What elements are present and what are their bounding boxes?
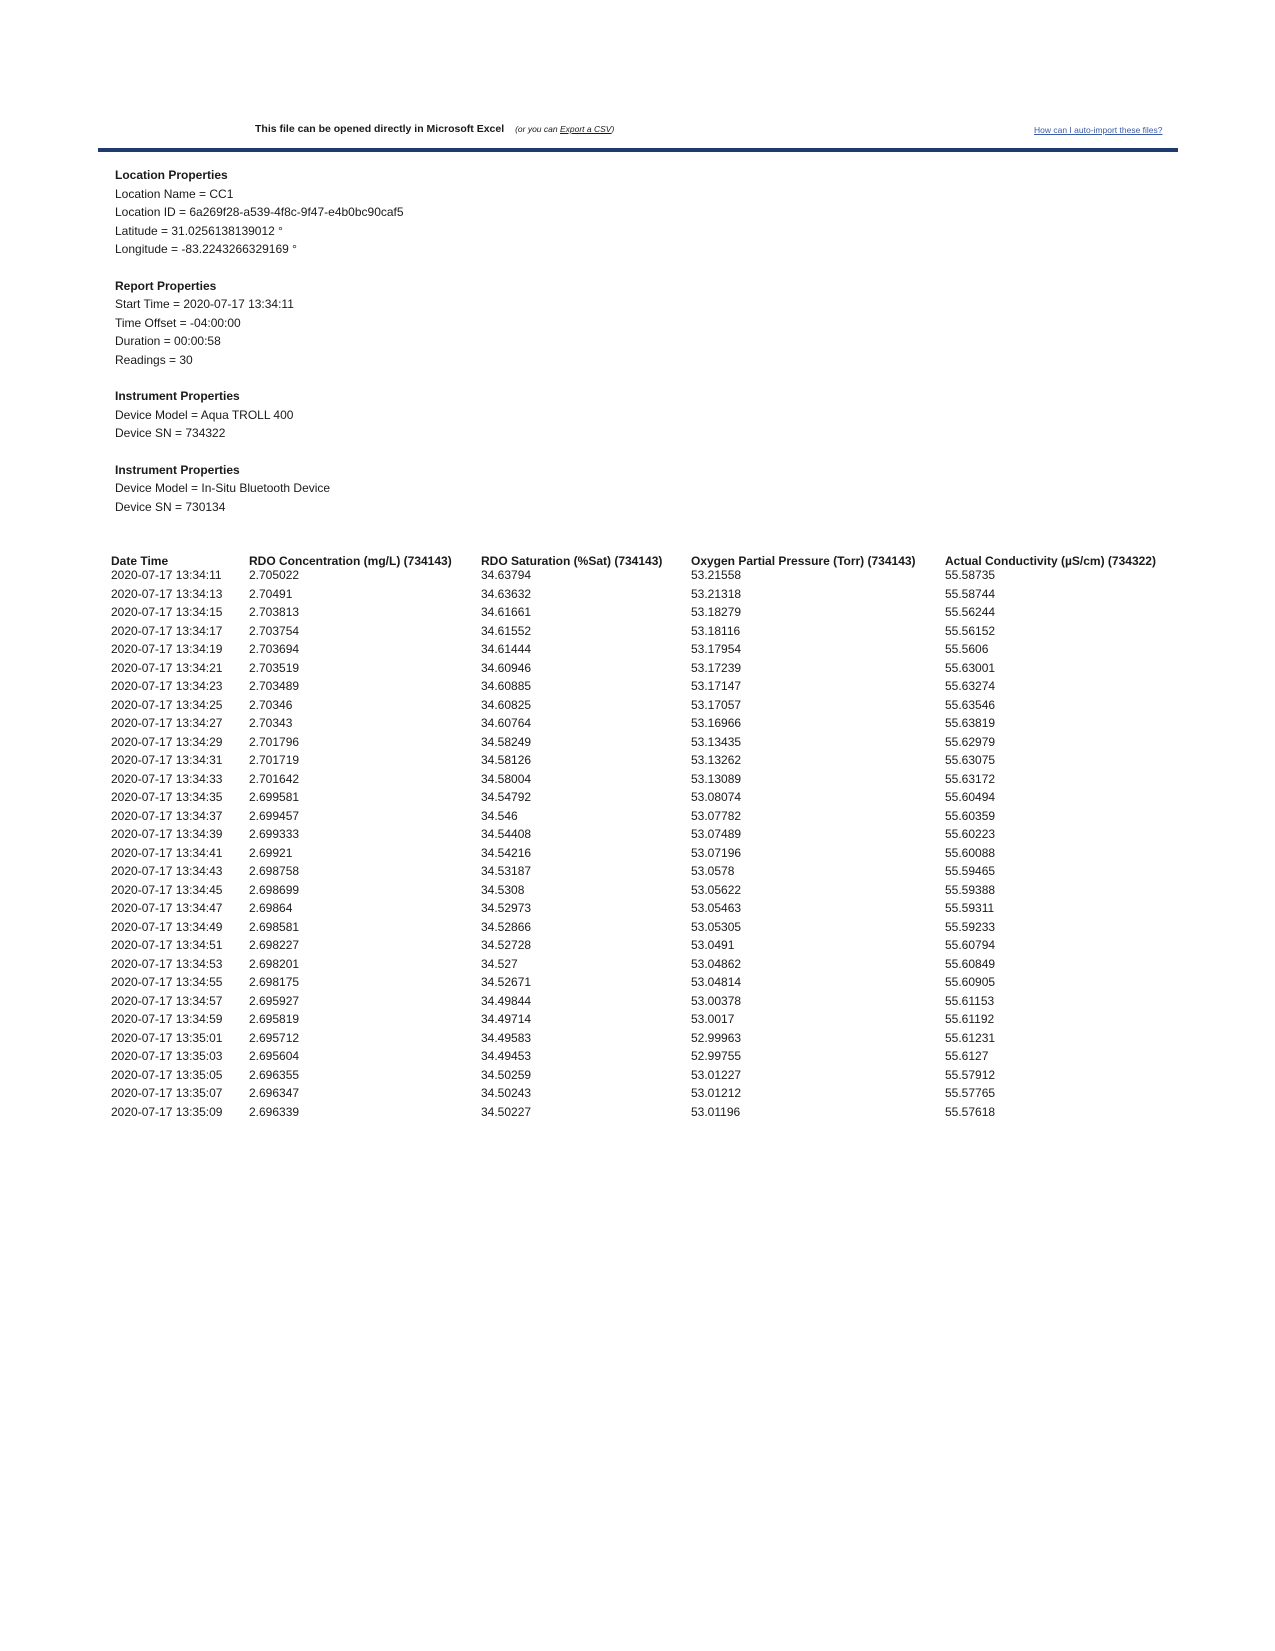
table-row bbox=[111, 1105, 1175, 1124]
cell-rdo-concentration: 2.705022 bbox=[249, 568, 300, 582]
cell-rdo-concentration: 2.703813 bbox=[249, 605, 300, 619]
table-row bbox=[111, 642, 1175, 661]
cell-actual-conductivity: 55.60359 bbox=[945, 808, 996, 823]
cell-rdo-saturation: 34.50227 bbox=[481, 1104, 532, 1119]
cell-oxygen-partial-pressure: 53.16966 bbox=[691, 716, 742, 730]
cell-actual-conductivity: 55.60088 bbox=[945, 845, 996, 860]
cell-oxygen-partial-pressure: 53.17954 bbox=[691, 642, 742, 656]
cell-rdo-saturation: 34.58249 bbox=[481, 734, 532, 749]
cell-rdo-saturation: 34.61444 bbox=[481, 642, 532, 656]
column-header-rdo-concentration: RDO Concentration (mg/L) (734143) bbox=[249, 554, 452, 568]
cell-rdo-concentration: 2.698581 bbox=[249, 919, 300, 934]
property-group-title: Location Properties bbox=[115, 168, 228, 182]
cell-rdo-saturation: 34.63632 bbox=[481, 586, 532, 601]
table-row bbox=[111, 605, 1175, 624]
cell-rdo-concentration: 2.695604 bbox=[249, 1049, 300, 1063]
cell-actual-conductivity: 55.5606 bbox=[945, 642, 989, 656]
cell-rdo-saturation: 34.49453 bbox=[481, 1049, 532, 1063]
cell-date-time: 2020-07-17 13:35:03 bbox=[111, 1049, 223, 1063]
cell-rdo-saturation: 34.54408 bbox=[481, 827, 532, 841]
cell-oxygen-partial-pressure: 53.17057 bbox=[691, 697, 742, 712]
cell-rdo-concentration: 2.70491 bbox=[249, 586, 293, 601]
cell-actual-conductivity: 55.61192 bbox=[945, 1012, 995, 1026]
cell-rdo-saturation: 34.52728 bbox=[481, 938, 532, 952]
table-row bbox=[111, 938, 1175, 957]
cell-oxygen-partial-pressure: 53.0578 bbox=[691, 864, 735, 878]
table-row bbox=[111, 587, 1175, 606]
property-group bbox=[115, 166, 404, 259]
cell-date-time: 2020-07-17 13:35:05 bbox=[111, 1067, 223, 1082]
property-line: Duration = 00:00:58 bbox=[115, 334, 221, 348]
cell-rdo-concentration: 2.703754 bbox=[249, 623, 300, 638]
cell-actual-conductivity: 55.58744 bbox=[945, 586, 996, 601]
cell-date-time: 2020-07-17 13:34:43 bbox=[111, 864, 223, 878]
banner-main-text: This file can be opened directly in Microsoft Excel bbox=[255, 123, 505, 135]
cell-actual-conductivity: 55.63001 bbox=[945, 660, 996, 675]
cell-rdo-concentration: 2.703489 bbox=[249, 679, 300, 693]
cell-date-time: 2020-07-17 13:35:01 bbox=[111, 1030, 223, 1045]
cell-oxygen-partial-pressure: 53.21318 bbox=[691, 586, 742, 601]
cell-rdo-saturation: 34.527 bbox=[481, 956, 518, 971]
cell-oxygen-partial-pressure: 53.05305 bbox=[691, 919, 742, 934]
cell-oxygen-partial-pressure: 53.17147 bbox=[691, 679, 742, 693]
cell-actual-conductivity: 55.57765 bbox=[945, 1086, 996, 1100]
cell-oxygen-partial-pressure: 53.18279 bbox=[691, 605, 742, 619]
cell-rdo-concentration: 2.703519 bbox=[249, 660, 300, 675]
cell-rdo-concentration: 2.698758 bbox=[249, 864, 300, 878]
cell-rdo-saturation: 34.52973 bbox=[481, 901, 532, 915]
cell-rdo-concentration: 2.695819 bbox=[249, 1012, 300, 1026]
cell-rdo-concentration: 2.70343 bbox=[249, 716, 293, 730]
cell-oxygen-partial-pressure: 52.99963 bbox=[691, 1030, 742, 1045]
cell-date-time: 2020-07-17 13:34:37 bbox=[111, 808, 223, 823]
cell-oxygen-partial-pressure: 53.08074 bbox=[691, 790, 742, 804]
cell-rdo-saturation: 34.50259 bbox=[481, 1067, 532, 1082]
table-row bbox=[111, 1031, 1175, 1050]
cell-actual-conductivity: 55.57618 bbox=[945, 1104, 996, 1119]
cell-rdo-concentration: 2.69921 bbox=[249, 845, 293, 860]
header-divider bbox=[98, 148, 1178, 152]
banner-alt-text bbox=[515, 124, 614, 134]
export-csv-link[interactable]: Export a CSV bbox=[559, 124, 612, 134]
cell-rdo-concentration: 2.69864 bbox=[249, 901, 293, 915]
cell-oxygen-partial-pressure: 53.01212 bbox=[691, 1086, 742, 1100]
cell-rdo-saturation: 34.546 bbox=[481, 808, 518, 823]
cell-actual-conductivity: 55.63819 bbox=[945, 716, 996, 730]
cell-rdo-saturation: 34.60825 bbox=[481, 697, 532, 712]
banner-alt-suffix: ) bbox=[611, 124, 615, 134]
cell-date-time: 2020-07-17 13:34:31 bbox=[111, 753, 223, 767]
cell-oxygen-partial-pressure: 53.0017 bbox=[691, 1012, 735, 1026]
cell-rdo-concentration: 2.699333 bbox=[249, 827, 300, 841]
cell-rdo-concentration: 2.703694 bbox=[249, 642, 300, 656]
cell-date-time: 2020-07-17 13:34:15 bbox=[111, 605, 223, 619]
property-group bbox=[115, 461, 404, 517]
table-row bbox=[111, 864, 1175, 883]
table-row bbox=[111, 883, 1175, 902]
property-line: Device SN = 730134 bbox=[115, 499, 226, 514]
cell-date-time: 2020-07-17 13:34:23 bbox=[111, 679, 223, 693]
cell-rdo-concentration: 2.698227 bbox=[249, 938, 300, 952]
cell-rdo-saturation: 34.53187 bbox=[481, 864, 532, 878]
property-line: Device SN = 734322 bbox=[115, 426, 226, 440]
table-row bbox=[111, 809, 1175, 828]
cell-oxygen-partial-pressure: 53.13089 bbox=[691, 771, 742, 786]
cell-oxygen-partial-pressure: 53.07489 bbox=[691, 827, 742, 841]
cell-date-time: 2020-07-17 13:34:19 bbox=[111, 642, 223, 656]
cell-date-time: 2020-07-17 13:34:11 bbox=[111, 568, 222, 582]
cell-rdo-concentration: 2.699457 bbox=[249, 808, 300, 823]
cell-rdo-saturation: 34.60764 bbox=[481, 716, 532, 730]
cell-rdo-saturation: 34.5308 bbox=[481, 882, 525, 897]
property-line: Readings = 30 bbox=[115, 352, 193, 367]
cell-date-time: 2020-07-17 13:34:27 bbox=[111, 716, 223, 730]
cell-date-time: 2020-07-17 13:34:29 bbox=[111, 734, 223, 749]
cell-date-time: 2020-07-17 13:35:09 bbox=[111, 1104, 223, 1119]
cell-rdo-concentration: 2.696339 bbox=[249, 1104, 300, 1119]
cell-actual-conductivity: 55.58735 bbox=[945, 568, 996, 582]
excel-banner bbox=[255, 123, 614, 135]
cell-date-time: 2020-07-17 13:34:41 bbox=[111, 845, 223, 860]
property-group-title: Instrument Properties bbox=[115, 389, 240, 403]
cell-actual-conductivity: 55.61153 bbox=[945, 993, 995, 1008]
cell-actual-conductivity: 55.63075 bbox=[945, 753, 996, 767]
cell-date-time: 2020-07-17 13:34:21 bbox=[111, 660, 223, 675]
property-line: Longitude = -83.2243266329169 ° bbox=[115, 242, 297, 256]
table-row bbox=[111, 790, 1175, 809]
table-row bbox=[111, 1068, 1175, 1087]
cell-actual-conductivity: 55.59311 bbox=[945, 901, 995, 915]
auto-import-help-link[interactable]: How can I auto-import these files? bbox=[1034, 125, 1163, 135]
cell-rdo-saturation: 34.49714 bbox=[481, 1012, 532, 1026]
property-line: Location ID = 6a269f28-a539-4f8c-9f47-e4b0bc90caf5 bbox=[115, 205, 404, 219]
cell-rdo-concentration: 2.698175 bbox=[249, 975, 300, 989]
property-line: Device Model = Aqua TROLL 400 bbox=[115, 407, 294, 422]
property-group-title: Instrument Properties bbox=[115, 462, 240, 477]
readings-table bbox=[111, 549, 1175, 1123]
property-line: Device Model = In-Situ Bluetooth Device bbox=[115, 481, 331, 495]
cell-actual-conductivity: 55.63546 bbox=[945, 697, 996, 712]
cell-oxygen-partial-pressure: 53.00378 bbox=[691, 993, 742, 1008]
cell-actual-conductivity: 55.56244 bbox=[945, 605, 996, 619]
cell-actual-conductivity: 55.60494 bbox=[945, 790, 996, 804]
cell-oxygen-partial-pressure: 53.18116 bbox=[691, 623, 741, 638]
cell-oxygen-partial-pressure: 53.0491 bbox=[691, 938, 735, 952]
cell-actual-conductivity: 55.59465 bbox=[945, 864, 996, 878]
cell-oxygen-partial-pressure: 53.04862 bbox=[691, 956, 742, 971]
table-header-row bbox=[111, 549, 1175, 568]
property-group-title: Report Properties bbox=[115, 278, 217, 293]
cell-actual-conductivity: 55.60794 bbox=[945, 938, 996, 952]
cell-rdo-concentration: 2.698699 bbox=[249, 882, 300, 897]
properties-section bbox=[115, 166, 404, 534]
cell-rdo-saturation: 34.60885 bbox=[481, 679, 532, 693]
cell-oxygen-partial-pressure: 53.01227 bbox=[691, 1067, 742, 1082]
cell-rdo-saturation: 34.49583 bbox=[481, 1030, 532, 1045]
cell-rdo-concentration: 2.701642 bbox=[249, 771, 300, 786]
cell-rdo-saturation: 34.52866 bbox=[481, 919, 532, 934]
property-line: Latitude = 31.0256138139012 ° bbox=[115, 223, 283, 238]
cell-rdo-saturation: 34.58126 bbox=[481, 753, 532, 767]
cell-actual-conductivity: 55.60905 bbox=[945, 975, 996, 989]
table-row bbox=[111, 698, 1175, 717]
property-group bbox=[115, 387, 404, 443]
cell-rdo-concentration: 2.695712 bbox=[249, 1030, 300, 1045]
cell-date-time: 2020-07-17 13:35:07 bbox=[111, 1086, 223, 1100]
table-row bbox=[111, 624, 1175, 643]
cell-rdo-saturation: 34.54792 bbox=[481, 790, 532, 804]
cell-date-time: 2020-07-17 13:34:33 bbox=[111, 771, 223, 786]
column-header-date-time: Date Time bbox=[111, 554, 169, 568]
cell-date-time: 2020-07-17 13:34:49 bbox=[111, 919, 223, 934]
cell-rdo-saturation: 34.61661 bbox=[481, 605, 532, 619]
cell-date-time: 2020-07-17 13:34:39 bbox=[111, 827, 223, 841]
cell-oxygen-partial-pressure: 53.01196 bbox=[691, 1104, 741, 1119]
cell-date-time: 2020-07-17 13:34:57 bbox=[111, 993, 223, 1008]
property-line: Time Offset = -04:00:00 bbox=[115, 315, 241, 330]
cell-rdo-concentration: 2.699581 bbox=[249, 790, 300, 804]
table-row bbox=[111, 679, 1175, 698]
cell-actual-conductivity: 55.61231 bbox=[945, 1030, 996, 1045]
table-row bbox=[111, 735, 1175, 754]
cell-rdo-saturation: 34.60946 bbox=[481, 660, 532, 675]
cell-oxygen-partial-pressure: 52.99755 bbox=[691, 1049, 742, 1063]
cell-oxygen-partial-pressure: 53.13262 bbox=[691, 753, 742, 767]
cell-date-time: 2020-07-17 13:34:13 bbox=[111, 586, 223, 601]
cell-rdo-concentration: 2.70346 bbox=[249, 697, 293, 712]
column-header-oxygen-partial-pressure: Oxygen Partial Pressure (Torr) (734143) bbox=[691, 554, 916, 568]
cell-date-time: 2020-07-17 13:34:35 bbox=[111, 790, 223, 804]
cell-date-time: 2020-07-17 13:34:59 bbox=[111, 1012, 223, 1026]
table-row bbox=[111, 920, 1175, 939]
cell-rdo-concentration: 2.698201 bbox=[249, 956, 300, 971]
cell-actual-conductivity: 55.59388 bbox=[945, 882, 996, 897]
cell-rdo-saturation: 34.58004 bbox=[481, 771, 532, 786]
cell-actual-conductivity: 55.62979 bbox=[945, 734, 996, 749]
table-row bbox=[111, 1086, 1175, 1105]
table-row bbox=[111, 994, 1175, 1013]
export-header bbox=[0, 0, 1275, 160]
column-header-rdo-saturation: RDO Saturation (%Sat) (734143) bbox=[481, 554, 663, 568]
cell-date-time: 2020-07-17 13:34:25 bbox=[111, 697, 223, 712]
table-body bbox=[111, 568, 1175, 1123]
cell-actual-conductivity: 55.63172 bbox=[945, 771, 996, 786]
property-line: Location Name = CC1 bbox=[115, 186, 234, 201]
table-row bbox=[111, 1049, 1175, 1068]
cell-date-time: 2020-07-17 13:34:47 bbox=[111, 901, 223, 915]
cell-rdo-saturation: 34.63794 bbox=[481, 568, 532, 582]
table-row bbox=[111, 661, 1175, 680]
table-row bbox=[111, 1012, 1175, 1031]
cell-actual-conductivity: 55.63274 bbox=[945, 679, 996, 693]
cell-date-time: 2020-07-17 13:34:51 bbox=[111, 938, 223, 952]
cell-actual-conductivity: 55.57912 bbox=[945, 1067, 996, 1082]
banner-alt-prefix: (or you can bbox=[515, 124, 560, 134]
property-line: Start Time = 2020-07-17 13:34:11 bbox=[115, 297, 294, 311]
table-row bbox=[111, 901, 1175, 920]
cell-actual-conductivity: 55.60849 bbox=[945, 956, 996, 971]
cell-oxygen-partial-pressure: 53.04814 bbox=[691, 975, 742, 989]
cell-date-time: 2020-07-17 13:34:45 bbox=[111, 882, 223, 897]
cell-oxygen-partial-pressure: 53.17239 bbox=[691, 660, 742, 675]
cell-oxygen-partial-pressure: 53.05463 bbox=[691, 901, 742, 915]
cell-rdo-saturation: 34.54216 bbox=[481, 845, 532, 860]
table-row bbox=[111, 772, 1175, 791]
cell-rdo-concentration: 2.701719 bbox=[249, 753, 300, 767]
cell-date-time: 2020-07-17 13:34:17 bbox=[111, 623, 223, 638]
cell-oxygen-partial-pressure: 53.21558 bbox=[691, 568, 742, 582]
cell-date-time: 2020-07-17 13:34:53 bbox=[111, 956, 223, 971]
table-row bbox=[111, 846, 1175, 865]
cell-actual-conductivity: 55.56152 bbox=[945, 623, 996, 638]
cell-actual-conductivity: 55.60223 bbox=[945, 827, 996, 841]
table-row bbox=[111, 568, 1175, 587]
cell-date-time: 2020-07-17 13:34:55 bbox=[111, 975, 223, 989]
cell-actual-conductivity: 55.59233 bbox=[945, 919, 996, 934]
cell-oxygen-partial-pressure: 53.07196 bbox=[691, 845, 742, 860]
table-row bbox=[111, 716, 1175, 735]
cell-rdo-concentration: 2.696355 bbox=[249, 1067, 300, 1082]
cell-rdo-concentration: 2.696347 bbox=[249, 1086, 300, 1100]
cell-rdo-concentration: 2.701796 bbox=[249, 734, 300, 749]
cell-oxygen-partial-pressure: 53.07782 bbox=[691, 808, 742, 823]
table-row bbox=[111, 975, 1175, 994]
cell-rdo-saturation: 34.61552 bbox=[481, 623, 532, 638]
column-header-actual-conductivity: Actual Conductivity (µS/cm) (734322) bbox=[945, 554, 1156, 568]
cell-rdo-saturation: 34.50243 bbox=[481, 1086, 532, 1100]
cell-oxygen-partial-pressure: 53.05622 bbox=[691, 882, 742, 897]
cell-rdo-concentration: 2.695927 bbox=[249, 993, 300, 1008]
table-row bbox=[111, 753, 1175, 772]
cell-oxygen-partial-pressure: 53.13435 bbox=[691, 734, 742, 749]
cell-rdo-saturation: 34.49844 bbox=[481, 993, 532, 1008]
table-row bbox=[111, 827, 1175, 846]
table-row bbox=[111, 957, 1175, 976]
cell-actual-conductivity: 55.6127 bbox=[945, 1049, 989, 1063]
cell-rdo-saturation: 34.52671 bbox=[481, 975, 532, 989]
property-group bbox=[115, 277, 404, 370]
